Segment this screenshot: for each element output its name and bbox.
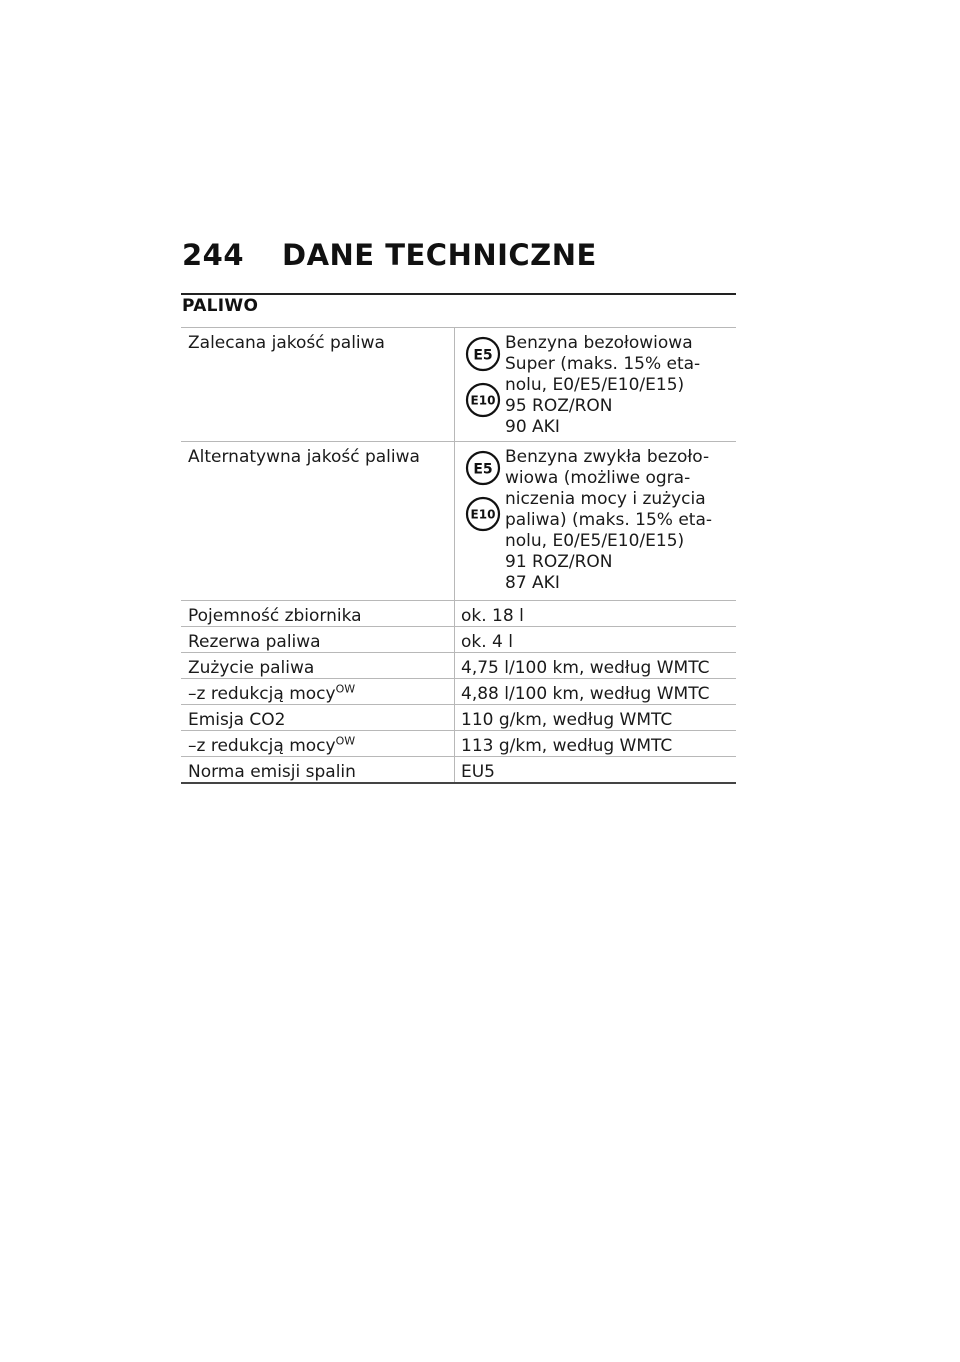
table-row-co2-reduced-power [181, 731, 736, 757]
spec-label: Zalecana jakość paliwa [181, 328, 455, 441]
e5-fuel-icon [465, 450, 501, 486]
superscript-note: OW [335, 734, 356, 748]
fuel-line: 95 ROZ/RON [505, 396, 613, 416]
spec-label: Emisja CO2 [181, 705, 455, 730]
fuel-description [505, 333, 736, 441]
spec-value: ok. 4 l [461, 632, 513, 652]
table-row-fuel-consumption [181, 653, 736, 679]
e5-badge-text: E5 [473, 347, 493, 364]
spec-label [181, 679, 455, 704]
spec-value [455, 328, 736, 441]
fuel-description [505, 447, 736, 600]
spec-value: ok. 18 l [461, 606, 524, 626]
spec-value: 110 g/km, według WMTC [461, 710, 673, 730]
chapter-title: DANE TECHNICZNE [282, 238, 597, 272]
e10-badge-text: E10 [470, 393, 496, 408]
fuel-line: Benzyna zwykła bezoło- [505, 447, 710, 467]
spec-value: EU5 [461, 762, 495, 782]
spec-label: Alternatywna jakość paliwa [181, 442, 455, 600]
spec-label: Zużycie paliwa [181, 653, 455, 678]
spec-label: Rezerwa paliwa [181, 627, 455, 652]
fuel-line: niczenia mocy i zużycia [505, 489, 706, 509]
table-row-consumption-reduced-power [181, 679, 736, 705]
fuel-line: Super (maks. 15% eta- [505, 354, 701, 374]
table-row-alternative-fuel [181, 442, 736, 601]
table-row-fuel-reserve [181, 627, 736, 653]
spec-label-text: –z redukcją mocy [188, 736, 336, 756]
fuel-spec-table [181, 327, 736, 784]
spec-value: 4,88 l/100 km, według WMTC [461, 684, 710, 704]
fuel-line: nolu, E0/E5/E10/E15) [505, 531, 685, 551]
fuel-badges [461, 447, 505, 600]
spec-label: Norma emisji spalin [181, 757, 455, 782]
spec-label-text: –z redukcją mocy [188, 684, 336, 704]
e10-badge-text: E10 [470, 507, 496, 522]
table-row-tank-capacity [181, 601, 736, 627]
spec-label [181, 731, 455, 756]
spec-label: Pojemność zbiornika [181, 601, 455, 626]
section-divider [181, 293, 736, 295]
superscript-note: OW [335, 682, 356, 696]
fuel-badges [461, 333, 505, 441]
e5-fuel-icon [465, 336, 501, 372]
fuel-line: wiowa (możliwe ogra- [505, 468, 691, 488]
spec-value: 113 g/km, według WMTC [461, 736, 673, 756]
fuel-line: 90 AKI [505, 417, 560, 437]
section-title: PALIWO [182, 296, 259, 316]
spec-value [455, 442, 736, 600]
table-row-co2-emission [181, 705, 736, 731]
e5-badge-text: E5 [473, 461, 493, 478]
page-number: 244 [182, 238, 245, 272]
fuel-line: 91 ROZ/RON [505, 552, 613, 572]
page-header [182, 238, 597, 282]
fuel-line: Benzyna bezołowiowa [505, 333, 693, 353]
table-row-recommended-fuel [181, 328, 736, 442]
fuel-line: 87 AKI [505, 573, 560, 593]
e10-fuel-icon [465, 382, 501, 418]
fuel-line: paliwa) (maks. 15% eta- [505, 510, 712, 530]
fuel-line: nolu, E0/E5/E10/E15) [505, 375, 685, 395]
table-row-emission-standard [181, 757, 736, 784]
e10-fuel-icon [465, 496, 501, 532]
spec-value: 4,75 l/100 km, według WMTC [461, 658, 710, 678]
